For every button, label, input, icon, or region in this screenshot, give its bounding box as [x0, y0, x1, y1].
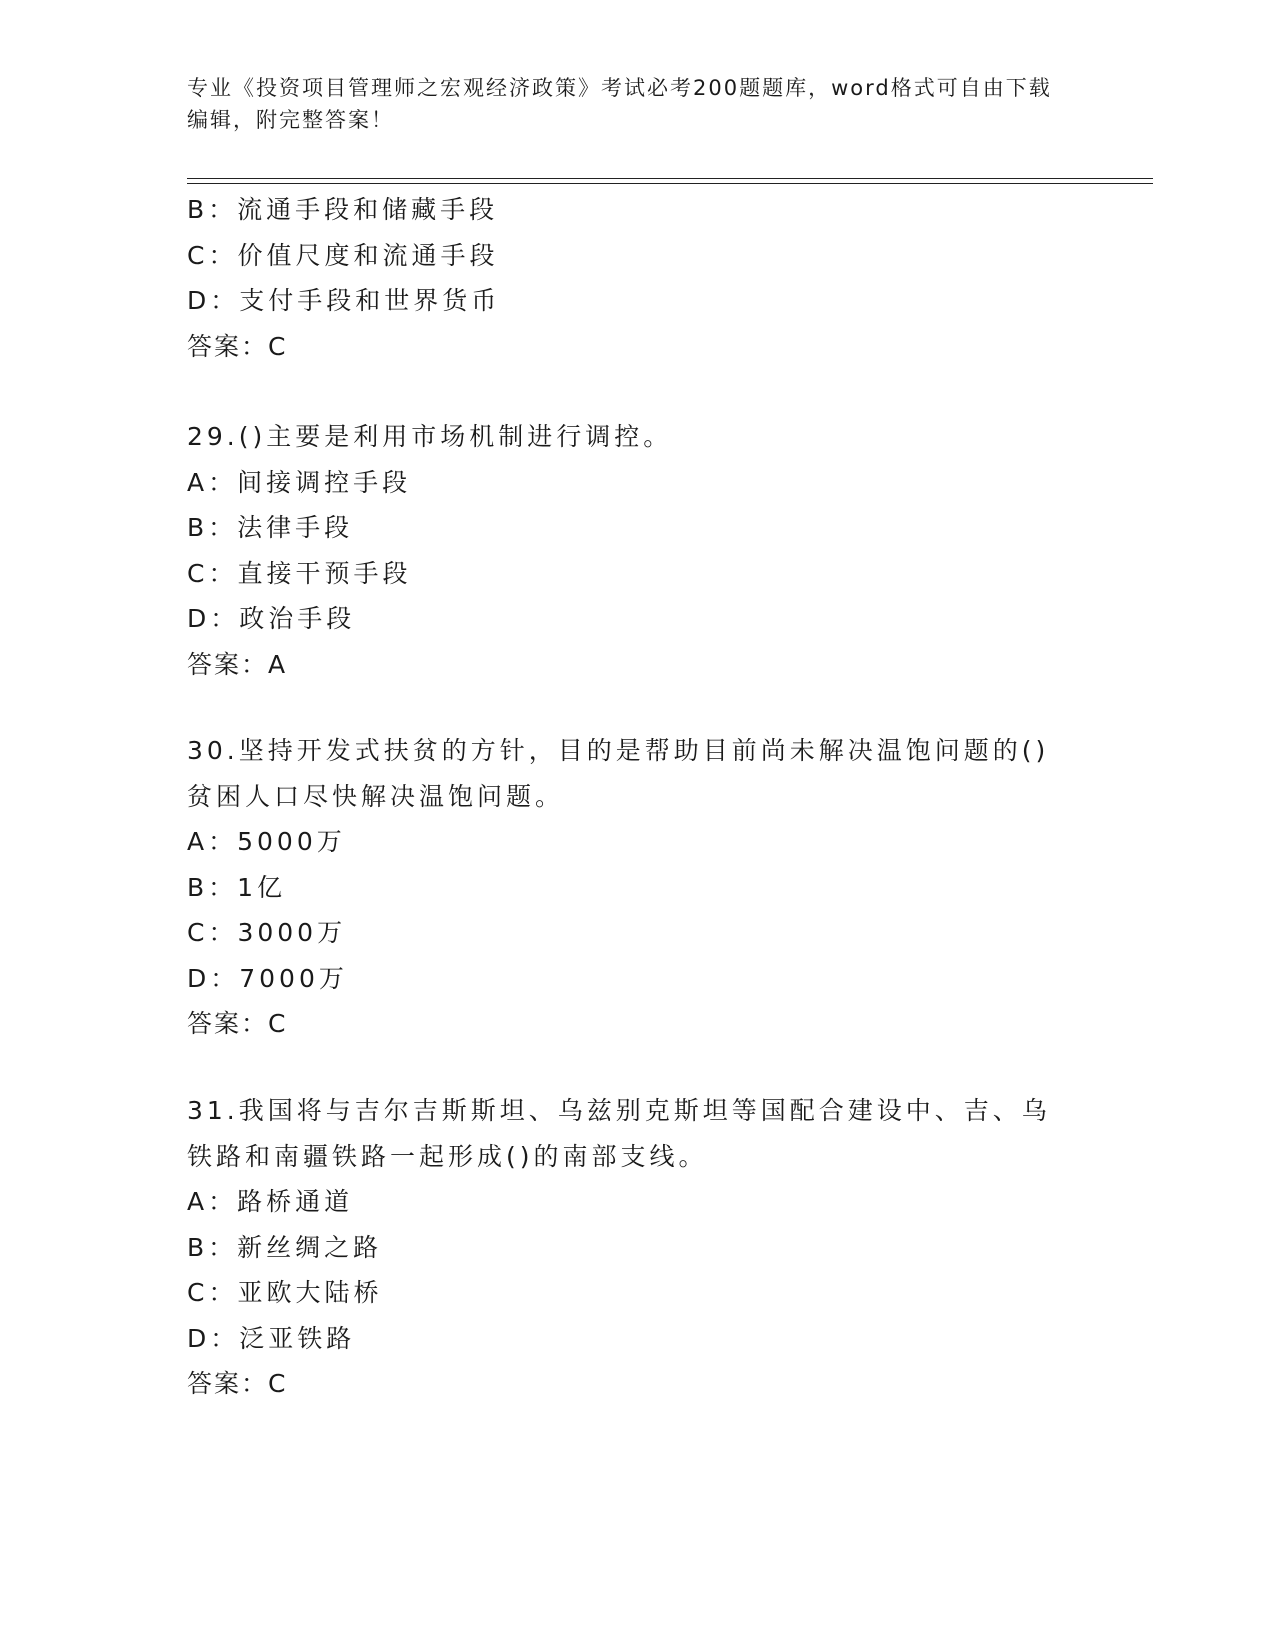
option-b: B：新丝绸之路: [187, 1232, 383, 1262]
option-b: B：1亿: [187, 872, 287, 902]
option-c: C：3000万: [187, 918, 347, 947]
question-31: [187, 1088, 1087, 1407]
header-divider-bottom: [187, 183, 1153, 184]
option-c: C：价值尺度和流通手段: [187, 240, 499, 270]
option-a: A：间接调控手段: [187, 467, 412, 497]
question-text: 29.()主要是利用市场机制进行调控。: [187, 422, 673, 451]
option-d: D：政治手段: [187, 604, 356, 633]
option-c: C：直接干预手段: [187, 558, 412, 588]
question-text: 30.坚持开发式扶贫的方针，目的是帮助目前尚未解决温饱问题的()贫困人口尽快解决温饱问题。: [187, 736, 1050, 811]
question-text: 31.我国将与吉尔吉斯斯坦、乌兹别克斯坦等国配合建设中、吉、乌铁路和南疆铁路一起形成()的南部支线。: [187, 1096, 1051, 1171]
question-30: [187, 728, 1087, 1047]
option-d: D：泛亚铁路: [187, 1323, 356, 1353]
option-b: B：法律手段: [187, 513, 354, 542]
answer: 答案：C: [187, 331, 288, 361]
question-29: [187, 414, 1087, 687]
option-d: D：支付手段和世界货币: [187, 286, 501, 315]
option-a: A：5000万: [187, 827, 346, 856]
document-header: 专业《投资项目管理师之宏观经济政策》考试必考200题题库，word格式可自由下载编辑，附完整答案！: [187, 76, 1052, 132]
option-d: D：7000万: [187, 963, 348, 993]
answer: 答案：C: [187, 1369, 288, 1398]
answer: 答案：C: [187, 1009, 288, 1038]
option-c: C：亚欧大陆桥: [187, 1278, 383, 1307]
answer: 答案：A: [187, 649, 288, 679]
option-b: B：流通手段和储藏手段: [187, 195, 499, 224]
option-a: A：路桥通道: [187, 1187, 354, 1216]
header-divider-top: [187, 178, 1153, 179]
question-28-fragment: [187, 187, 1087, 369]
